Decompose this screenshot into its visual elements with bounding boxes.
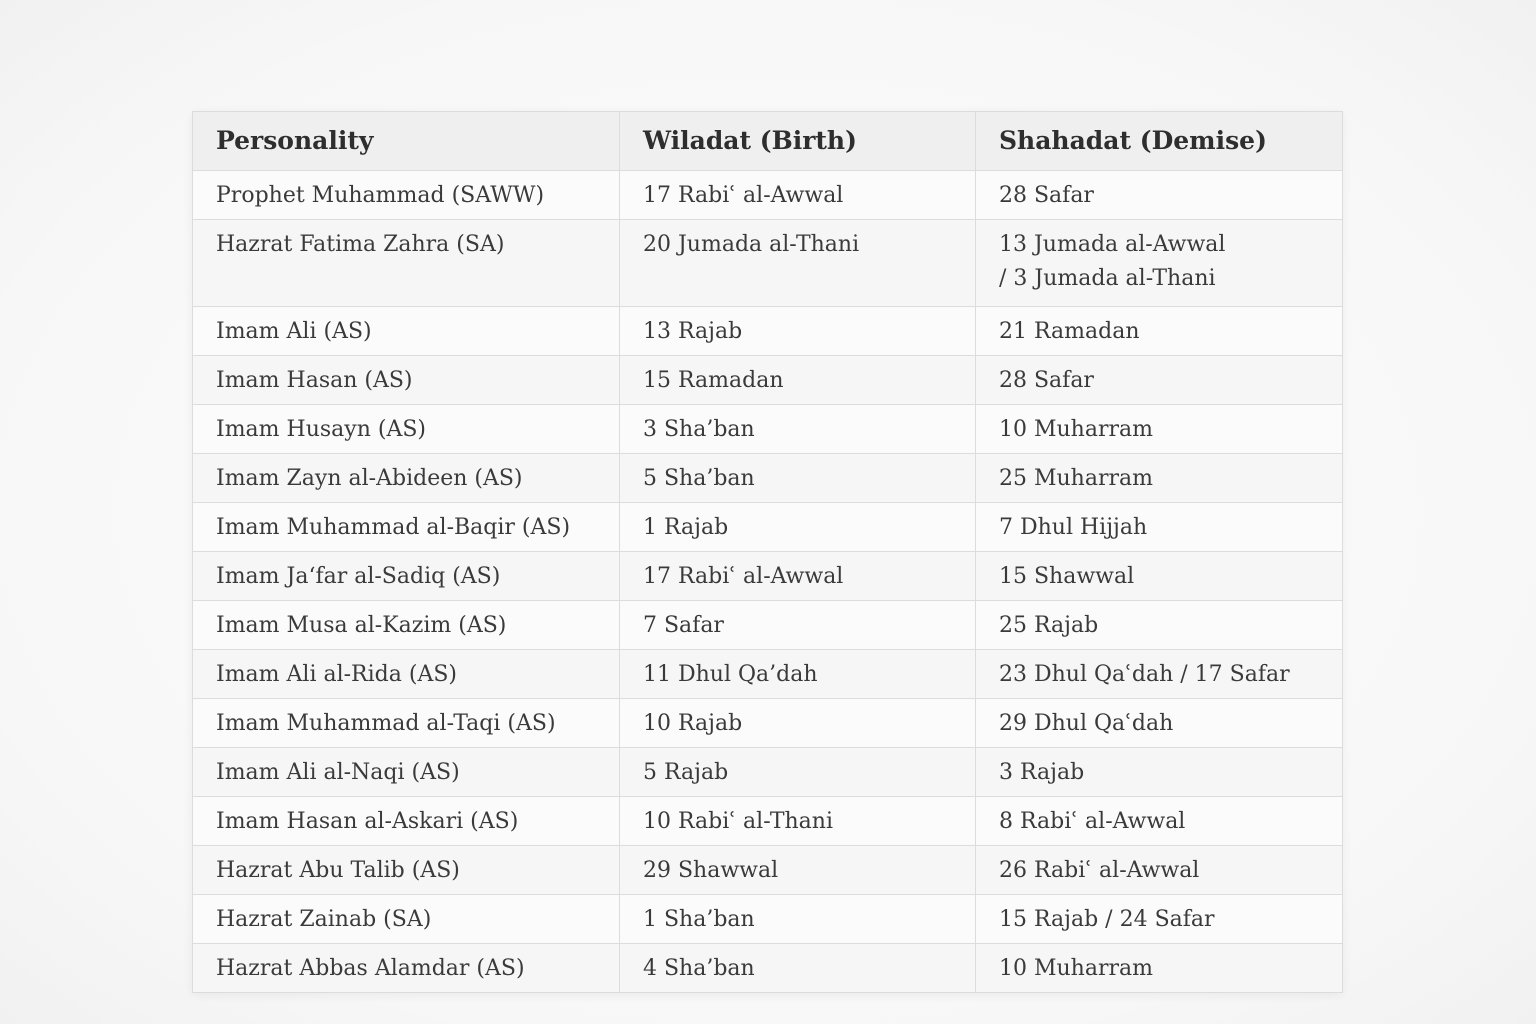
table-row <box>193 748 1343 797</box>
cell-personality: Imam Ali al-Naqi (AS) <box>193 748 620 797</box>
cell-birth: 5 Sha’ban <box>620 454 976 503</box>
cell-personality: Imam Zayn al-Abideen (AS) <box>193 454 620 503</box>
cell-birth: 20 Jumada al-Thani <box>620 220 976 307</box>
cell-demise: 29 Dhul Qaʿdah <box>976 699 1343 748</box>
cell-personality: Imam Muhammad al-Taqi (AS) <box>193 699 620 748</box>
table-row <box>193 895 1343 944</box>
cell-demise: 25 Rajab <box>976 601 1343 650</box>
cell-birth: 10 Rabiʿ al-Thani <box>620 797 976 846</box>
table-row <box>193 699 1343 748</box>
cell-personality: Imam Hasan (AS) <box>193 356 620 405</box>
header-birth: Wiladat (Birth) <box>620 112 976 171</box>
table-row <box>193 503 1343 552</box>
table-row <box>193 356 1343 405</box>
table-row <box>193 846 1343 895</box>
cell-birth: 5 Rajab <box>620 748 976 797</box>
table-header-row <box>193 112 1343 171</box>
cell-demise: 8 Rabiʿ al-Awwal <box>976 797 1343 846</box>
cell-personality: Imam Ali al-Rida (AS) <box>193 650 620 699</box>
cell-demise: 7 Dhul Hijjah <box>976 503 1343 552</box>
cell-personality: Imam Husayn (AS) <box>193 405 620 454</box>
cell-demise: 23 Dhul Qaʿdah / 17 Safar <box>976 650 1343 699</box>
cell-personality: Hazrat Zainab (SA) <box>193 895 620 944</box>
header-personality: Personality <box>193 112 620 171</box>
dates-table <box>192 111 1343 993</box>
cell-demise: 21 Ramadan <box>976 307 1343 356</box>
cell-demise: 10 Muharram <box>976 944 1343 993</box>
cell-birth: 13 Rajab <box>620 307 976 356</box>
cell-demise: 28 Safar <box>976 171 1343 220</box>
cell-demise: 3 Rajab <box>976 748 1343 797</box>
table-row <box>193 650 1343 699</box>
cell-birth: 11 Dhul Qa’dah <box>620 650 976 699</box>
cell-birth: 17 Rabiʿ al-Awwal <box>620 552 976 601</box>
cell-birth: 17 Rabiʿ al-Awwal <box>620 171 976 220</box>
cell-birth: 1 Sha’ban <box>620 895 976 944</box>
cell-demise-line-2: / 3 Jumada al-Thani <box>999 266 1216 291</box>
cell-demise: 10 Muharram <box>976 405 1343 454</box>
cell-personality: Imam Ali (AS) <box>193 307 620 356</box>
table-row <box>193 405 1343 454</box>
table-row <box>193 220 1343 307</box>
cell-birth: 1 Rajab <box>620 503 976 552</box>
cell-personality: Hazrat Fatima Zahra (SA) <box>193 220 620 307</box>
table-row <box>193 454 1343 503</box>
table-row <box>193 171 1343 220</box>
cell-demise: 28 Safar <box>976 356 1343 405</box>
table-row <box>193 944 1343 993</box>
table-row <box>193 797 1343 846</box>
table-row <box>193 552 1343 601</box>
cell-demise-line-1: 13 Jumada al-Awwal <box>999 232 1226 257</box>
table-row <box>193 307 1343 356</box>
header-demise: Shahadat (Demise) <box>976 112 1343 171</box>
cell-personality: Imam Ja‘far al-Sadiq (AS) <box>193 552 620 601</box>
cell-demise: 15 Rajab / 24 Safar <box>976 895 1343 944</box>
cell-personality: Imam Muhammad al-Baqir (AS) <box>193 503 620 552</box>
cell-demise: 26 Rabiʿ al-Awwal <box>976 846 1343 895</box>
dates-table-container <box>192 111 1342 993</box>
cell-birth: 29 Shawwal <box>620 846 976 895</box>
cell-birth: 3 Sha’ban <box>620 405 976 454</box>
cell-demise: 25 Muharram <box>976 454 1343 503</box>
cell-demise: 15 Shawwal <box>976 552 1343 601</box>
cell-birth: 4 Sha’ban <box>620 944 976 993</box>
cell-birth: 7 Safar <box>620 601 976 650</box>
cell-personality: Hazrat Abbas Alamdar (AS) <box>193 944 620 993</box>
cell-personality: Prophet Muhammad (SAWW) <box>193 171 620 220</box>
table-row <box>193 601 1343 650</box>
cell-birth: 15 Ramadan <box>620 356 976 405</box>
cell-demise <box>976 220 1343 307</box>
cell-birth: 10 Rajab <box>620 699 976 748</box>
cell-personality: Imam Musa al-Kazim (AS) <box>193 601 620 650</box>
cell-personality: Imam Hasan al-Askari (AS) <box>193 797 620 846</box>
cell-personality: Hazrat Abu Talib (AS) <box>193 846 620 895</box>
